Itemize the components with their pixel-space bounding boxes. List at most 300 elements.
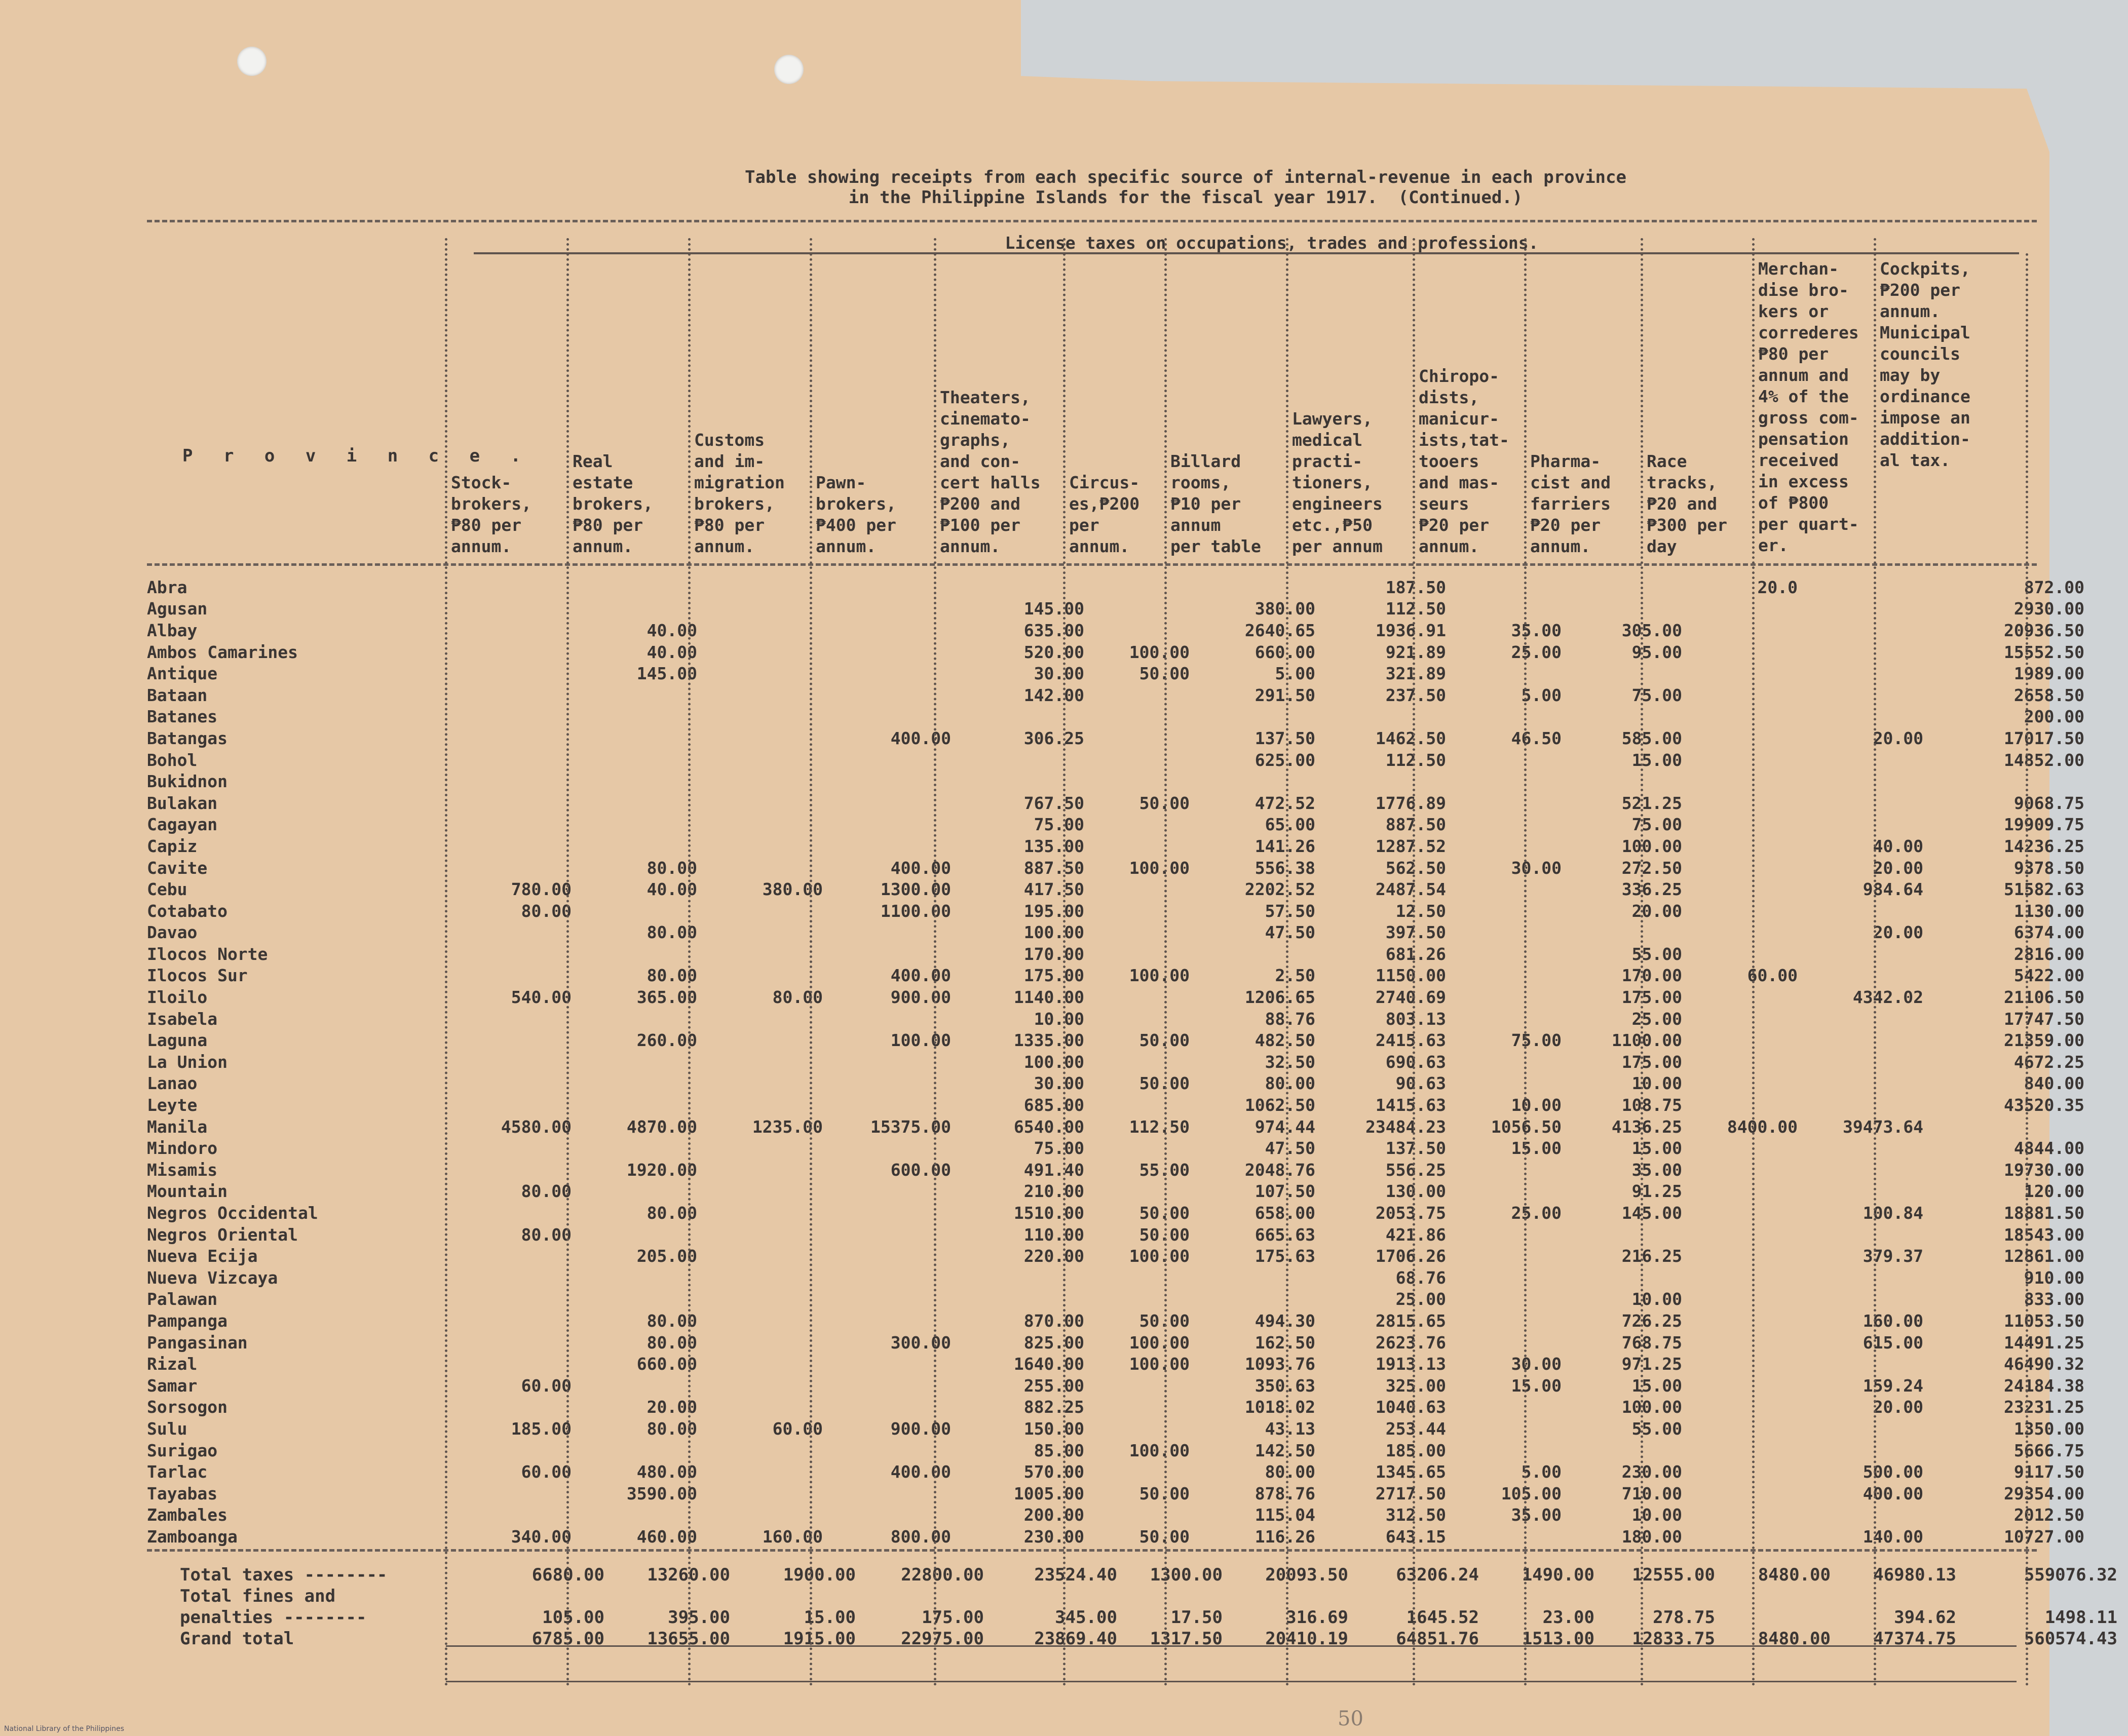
- province-cell: [1088, 1289, 1194, 1310]
- province-cell: [450, 857, 576, 879]
- total-cell: 394.62: [1894, 1607, 1956, 1628]
- province-row: [147, 598, 2088, 620]
- province-cell: [1686, 792, 1802, 814]
- province-cell: 159.24: [1863, 1375, 1923, 1396]
- province-cell: 1335.00: [1013, 1030, 1084, 1051]
- province-cell: [576, 1224, 701, 1246]
- province-label: Leyte: [147, 1095, 198, 1115]
- province-cell: [1686, 835, 1802, 857]
- province-cell: 35.00: [1631, 1160, 1682, 1180]
- province-cell: 51582.63: [2004, 879, 2084, 900]
- province-cell: 15552.50: [2004, 642, 2084, 662]
- province-cell: 562.50: [1385, 858, 1446, 878]
- province-cell: 60.00: [1747, 966, 1798, 986]
- province-cell: [1088, 1461, 1194, 1483]
- province-cell: [450, 598, 576, 620]
- province-cell: 4672.25: [2013, 1052, 2084, 1072]
- province-cell: [450, 1051, 576, 1073]
- province-cell: 971.25: [1621, 1354, 1682, 1374]
- province-cell: 75.00: [1511, 1030, 1562, 1051]
- province-label: Cotabato: [147, 901, 227, 921]
- province-row: [147, 878, 2088, 900]
- province-cell: [701, 922, 827, 944]
- column-separator: [1164, 238, 1167, 1687]
- province-cell: 1776.89: [1375, 793, 1446, 813]
- province-cell: [1686, 1073, 1802, 1095]
- province-cell: [701, 598, 827, 620]
- province-cell: [701, 706, 827, 728]
- province-cell: [1802, 1094, 1927, 1116]
- province-cell: 556.25: [1385, 1160, 1446, 1180]
- province-cell: [701, 576, 827, 598]
- province-label: Iloilo: [147, 987, 208, 1008]
- total-cell: 46980.13: [1873, 1565, 1956, 1585]
- province-cell: 100.00: [1129, 858, 1190, 878]
- province-label: Batanes: [147, 707, 218, 727]
- province-label: Pangasinan: [147, 1332, 248, 1353]
- column-separator: [1524, 238, 1527, 1687]
- province-cell: 482.50: [1255, 1030, 1315, 1051]
- province-cell: [1088, 943, 1194, 965]
- province-cell: [1450, 1289, 1566, 1310]
- province-cell: [1686, 1483, 1802, 1504]
- province-cell: 2415.63: [1375, 1030, 1446, 1051]
- province-cell: 23231.25: [2004, 1397, 2084, 1417]
- province-cell: 100.00: [1129, 1246, 1190, 1266]
- province-cell: [1802, 1418, 1927, 1440]
- province-cell: [576, 1073, 701, 1095]
- province-cell: 75.00: [1034, 1138, 1084, 1159]
- province-cell: 1005.00: [1013, 1483, 1084, 1503]
- province-cell: [576, 576, 701, 598]
- province-cell: 10.00: [1631, 1073, 1682, 1094]
- province-cell: [1686, 1094, 1802, 1116]
- province-cell: [450, 1289, 576, 1310]
- province-cell: [1686, 598, 1802, 620]
- province-row: [147, 1245, 2088, 1267]
- province-cell: 380.00: [1255, 599, 1315, 619]
- province-cell: 175.00: [1023, 966, 1084, 986]
- province-cell: 40.00: [1873, 836, 1923, 856]
- province-cell: 35.00: [1511, 620, 1562, 640]
- province-cell: 24184.38: [2004, 1375, 2084, 1396]
- province-cell: [701, 1029, 827, 1051]
- province-cell: 1913.13: [1375, 1354, 1446, 1374]
- province-cell: 1989.00: [2013, 664, 2084, 684]
- province-cell: [450, 770, 576, 792]
- province-cell: [1802, 641, 1927, 663]
- province-cell: [701, 1181, 827, 1203]
- total-cell: 8480.00: [1758, 1565, 1831, 1585]
- province-cell: [1566, 576, 1686, 598]
- province-cell: 100.00: [1129, 1332, 1190, 1353]
- province-cell: 112.50: [1385, 599, 1446, 619]
- total-cell: 278.75: [1653, 1607, 1715, 1628]
- total-row: [147, 1564, 2121, 1586]
- province-label: Albay: [147, 620, 198, 640]
- province-label: Tayabas: [147, 1483, 218, 1503]
- province-label: Capiz: [147, 836, 198, 856]
- total-cell: 1513.00: [1522, 1629, 1594, 1649]
- province-cell: [1686, 1504, 1802, 1526]
- province-cell: [1927, 1116, 2088, 1138]
- province-label: Pampanga: [147, 1310, 227, 1331]
- province-cell: 100.00: [1129, 1354, 1190, 1374]
- province-cell: 1206.65: [1244, 987, 1315, 1008]
- province-cell: 47.50: [1265, 1138, 1315, 1159]
- province-cell: 800.00: [890, 1526, 951, 1547]
- province-row: [147, 965, 2088, 987]
- province-row: [147, 1181, 2088, 1203]
- province-cell: 5666.75: [2013, 1440, 2084, 1460]
- province-cell: [701, 1375, 827, 1397]
- province-cell: 803.13: [1385, 1009, 1446, 1029]
- province-label: Mountain: [147, 1181, 227, 1202]
- total-cell: 63206.24: [1396, 1565, 1479, 1585]
- province-cell: [450, 1310, 576, 1332]
- province-cell: 2623.76: [1375, 1332, 1446, 1353]
- province-cell: [450, 814, 576, 836]
- province-cell: [450, 727, 576, 749]
- province-cell: [1088, 1008, 1194, 1030]
- province-row: [147, 1483, 2088, 1504]
- province-cell: 50.00: [1139, 1483, 1190, 1503]
- province-cell: [1802, 576, 1927, 598]
- province-cell: 1345.65: [1375, 1462, 1446, 1482]
- province-cell: 4580.00: [501, 1116, 572, 1137]
- province-cell: [955, 576, 1088, 598]
- province-cell: 658.00: [1255, 1203, 1315, 1223]
- province-cell: [1686, 641, 1802, 663]
- province-cell: 665.63: [1255, 1224, 1315, 1245]
- province-cell: 162.50: [1255, 1332, 1315, 1353]
- province-cell: [1450, 770, 1566, 792]
- total-cell: [734, 1586, 860, 1607]
- province-cell: [1686, 1289, 1802, 1310]
- province-label: Samar: [147, 1375, 198, 1396]
- province-cell: 340.00: [511, 1526, 572, 1547]
- province-cell: [701, 1440, 827, 1461]
- province-cell: 145.00: [1621, 1203, 1682, 1223]
- province-cell: [701, 1137, 827, 1159]
- total-cell: 13260.00: [647, 1565, 730, 1585]
- province-cell: [576, 727, 701, 749]
- province-cell: [1686, 1267, 1802, 1289]
- province-cell: [1450, 1245, 1566, 1267]
- total-cell: 15.00: [804, 1607, 856, 1628]
- province-cell: 95.00: [1631, 642, 1682, 662]
- province-cell: 50.00: [1139, 1310, 1190, 1331]
- province-row: [147, 1267, 2088, 1289]
- province-cell: [576, 900, 701, 922]
- province-cell: [1194, 943, 1319, 965]
- province-row: [147, 943, 2088, 965]
- province-cell: 472.52: [1255, 793, 1315, 813]
- province-cell: [1802, 1159, 1927, 1181]
- province-cell: [576, 1504, 701, 1526]
- province-label: Isabela: [147, 1009, 218, 1029]
- province-cell: 9117.50: [2013, 1462, 2084, 1482]
- province-cell: [450, 1440, 576, 1461]
- total-cell: 345.00: [1055, 1607, 1117, 1628]
- total-cell: 12555.00: [1632, 1565, 1715, 1585]
- province-cell: 112.50: [1385, 750, 1446, 770]
- province-cell: 312.50: [1385, 1505, 1446, 1525]
- province-row: [147, 1418, 2088, 1440]
- province-cell: [1566, 770, 1686, 792]
- province-cell: 14491.25: [2004, 1332, 2084, 1353]
- province-cell: 50.00: [1139, 1526, 1190, 1547]
- province-cell: 17017.50: [2004, 728, 2084, 748]
- province-cell: 200.00: [1023, 1505, 1084, 1525]
- province-cell: [450, 965, 576, 987]
- province-cell: [1686, 770, 1802, 792]
- province-label: Negros Occidental: [147, 1203, 318, 1223]
- province-cell: [1566, 663, 1686, 684]
- province-cell: [1802, 1353, 1927, 1375]
- top-dashed-rule: [147, 220, 2037, 222]
- province-cell: 105.00: [1501, 1483, 1562, 1503]
- province-cell: 4342.02: [1852, 987, 1923, 1008]
- province-cell: [450, 1008, 576, 1030]
- punch-hole: [237, 47, 267, 76]
- column-separator: [445, 238, 447, 1687]
- province-cell: 2048.76: [1244, 1160, 1315, 1180]
- province-cell: [576, 1375, 701, 1397]
- province-cell: [1088, 1375, 1194, 1397]
- province-label: Cebu: [147, 879, 187, 900]
- province-cell: 400.00: [890, 858, 951, 878]
- province-cell: [576, 1289, 701, 1310]
- province-cell: [1450, 1267, 1566, 1289]
- province-cell: [576, 1137, 701, 1159]
- total-cell: [1121, 1586, 1227, 1607]
- province-cell: [1686, 727, 1802, 749]
- province-cell: [1450, 598, 1566, 620]
- province-cell: 1130.00: [2013, 901, 2084, 921]
- province-cell: [955, 1267, 1088, 1289]
- total-cell: 64851.76: [1396, 1629, 1479, 1649]
- province-cell: [576, 1051, 701, 1073]
- total-cell: 1645.52: [1406, 1607, 1479, 1628]
- province-cell: 43.13: [1265, 1418, 1315, 1439]
- province-cell: [1802, 1051, 1927, 1073]
- province-cell: 100.84: [1863, 1203, 1923, 1223]
- province-cell: 160.00: [1863, 1310, 1923, 1331]
- province-cell: [1802, 620, 1927, 641]
- province-cell: 882.25: [1023, 1397, 1084, 1417]
- province-cell: [1450, 1051, 1566, 1073]
- province-cell: 5.00: [1275, 664, 1315, 684]
- province-cell: [1450, 1181, 1566, 1203]
- province-cell: [1686, 943, 1802, 965]
- province-header: P r o v i n c e .: [182, 446, 531, 466]
- province-cell: [450, 1397, 576, 1418]
- province-cell: 253.44: [1385, 1418, 1446, 1439]
- province-cell: 185.00: [1385, 1440, 1446, 1460]
- province-cell: 4136.25: [1611, 1116, 1682, 1137]
- province-cell: 135.00: [1023, 836, 1084, 856]
- province-cell: 80.00: [647, 922, 697, 943]
- grand-total-double-rule: [446, 1681, 2017, 1682]
- province-row: [147, 1008, 2088, 1030]
- province-cell: [1802, 943, 1927, 965]
- total-label: Total fines and: [180, 1586, 336, 1606]
- province-cell: [1450, 792, 1566, 814]
- province-cell: 115.04: [1255, 1505, 1315, 1525]
- title-line-1: Table showing receipts from each specific source of internal-revenue in each province: [745, 167, 1626, 187]
- grand-total-rule: [446, 1645, 2017, 1647]
- province-cell: 10.00: [1631, 1289, 1682, 1309]
- province-cell: 187.50: [1385, 577, 1446, 597]
- province-cell: 30.00: [1034, 664, 1084, 684]
- province-cell: [450, 1353, 576, 1375]
- province-cell: [1802, 900, 1927, 922]
- province-cell: 55.00: [1631, 944, 1682, 964]
- province-cell: 230.00: [1023, 1526, 1084, 1547]
- province-cell: 25.00: [1511, 1203, 1562, 1223]
- province-cell: [1802, 598, 1927, 620]
- province-cell: [1450, 1440, 1566, 1461]
- province-cell: 556.38: [1255, 858, 1315, 878]
- province-label: Nueva Ecija: [147, 1246, 258, 1266]
- province-cell: [450, 1267, 576, 1289]
- province-cell: 80.00: [647, 858, 697, 878]
- province-label: Mindoro: [147, 1138, 218, 1159]
- province-label: La Union: [147, 1052, 227, 1072]
- province-cell: 379.37: [1863, 1246, 1923, 1266]
- province-cell: 400.00: [890, 728, 951, 748]
- province-cell: [1802, 770, 1927, 792]
- province-cell: 365.00: [636, 987, 697, 1008]
- province-cell: [1450, 835, 1566, 857]
- province-cell: [701, 900, 827, 922]
- total-cell: 1490.00: [1522, 1565, 1594, 1585]
- province-label: Cavite: [147, 858, 208, 878]
- province-cell: 15.00: [1511, 1375, 1562, 1396]
- province-row: [147, 1461, 2088, 1483]
- province-cell: 635.00: [1023, 620, 1084, 640]
- province-row: [147, 1116, 2088, 1138]
- column-header: Circus- es,₱200 per annum.: [1069, 473, 1140, 556]
- province-label: Bohol: [147, 750, 198, 770]
- province-cell: [1088, 684, 1194, 706]
- province-cell: [1686, 1245, 1802, 1267]
- province-cell: [1450, 943, 1566, 965]
- province-row: [147, 1289, 2088, 1310]
- province-row: [147, 663, 2088, 684]
- province-cell: [576, 1267, 701, 1289]
- province-cell: [450, 1094, 576, 1116]
- province-cell: 260.00: [636, 1030, 697, 1051]
- column-separator: [934, 238, 936, 1687]
- province-cell: [450, 1073, 576, 1095]
- province-cell: 100.00: [1129, 1440, 1190, 1460]
- province-cell: 50.00: [1139, 664, 1190, 684]
- province-cell: [701, 663, 827, 684]
- province-cell: [701, 727, 827, 749]
- total-cell: [609, 1586, 734, 1607]
- province-cell: 11053.50: [2004, 1310, 2084, 1331]
- province-label: Negros Oriental: [147, 1224, 298, 1245]
- total-cell: 20093.50: [1265, 1565, 1348, 1585]
- province-cell: [701, 1461, 827, 1483]
- province-cell: [1566, 1440, 1686, 1461]
- province-cell: 255.00: [1023, 1375, 1084, 1396]
- province-cell: 100.00: [1621, 1397, 1682, 1417]
- province-cell: 88.76: [1265, 1009, 1315, 1029]
- column-header: Stock- brokers, ₱80 per annum.: [451, 473, 531, 556]
- province-cell: 870.00: [1023, 1310, 1084, 1331]
- province-cell: 4844.00: [2013, 1138, 2084, 1159]
- province-cell: [1450, 1073, 1566, 1095]
- province-cell: [1802, 1137, 1927, 1159]
- province-cell: 1100.00: [880, 901, 951, 921]
- column-header: Pawn- brokers, ₱400 per annum.: [816, 473, 896, 556]
- province-cell: [1802, 1029, 1927, 1051]
- province-cell: [1450, 749, 1566, 771]
- province-cell: 30.00: [1034, 1073, 1084, 1094]
- province-cell: [1802, 814, 1927, 836]
- province-cell: 50.00: [1139, 1224, 1190, 1245]
- province-label: Sorsogon: [147, 1397, 227, 1417]
- province-cell: 60.00: [521, 1375, 572, 1396]
- province-cell: [1450, 1332, 1566, 1354]
- province-cell: [576, 770, 701, 792]
- province-cell: [1802, 1289, 1927, 1310]
- province-cell: [1088, 814, 1194, 836]
- total-row: [147, 1607, 2121, 1628]
- province-cell: [701, 1008, 827, 1030]
- province-cell: 15.00: [1631, 750, 1682, 770]
- column-separator: [688, 238, 691, 1687]
- province-cell: 780.00: [511, 879, 572, 900]
- province-cell: [450, 576, 576, 598]
- province-cell: [1088, 900, 1194, 922]
- province-label: Nueva Vizcaya: [147, 1267, 278, 1288]
- province-cell: 921.89: [1385, 642, 1446, 662]
- province-cell: 5422.00: [2013, 966, 2084, 986]
- province-cell: [450, 943, 576, 965]
- province-cell: [701, 1397, 827, 1418]
- province-cell: 336.25: [1621, 879, 1682, 900]
- province-cell: [450, 641, 576, 663]
- province-cell: 150.00: [1023, 1418, 1084, 1439]
- province-cell: 272.50: [1621, 858, 1682, 878]
- province-cell: [450, 1159, 576, 1181]
- province-cell: 520.00: [1023, 642, 1084, 662]
- province-row: [147, 749, 2088, 771]
- province-cell: [576, 1181, 701, 1203]
- province-cell: [1450, 878, 1566, 900]
- province-cell: 1140.00: [1013, 987, 1084, 1008]
- total-label: penalties --------: [180, 1607, 367, 1628]
- column-separator: [2026, 253, 2028, 1687]
- province-cell: [576, 598, 701, 620]
- province-row: [147, 922, 2088, 944]
- province-label: Abra: [147, 577, 187, 597]
- province-cell: 306.25: [1023, 728, 1084, 748]
- province-cell: 1100.00: [1611, 1030, 1682, 1051]
- province-cell: [1686, 1397, 1802, 1418]
- province-cell: 18543.00: [2004, 1224, 2084, 1245]
- column-header: Pharma- cist and farriers ₱20 per annum.: [1530, 451, 1611, 556]
- province-cell: 1287.52: [1375, 836, 1446, 856]
- province-cell: [1088, 706, 1194, 728]
- province-cell: 18881.50: [2004, 1203, 2084, 1223]
- province-cell: 1018.02: [1244, 1397, 1315, 1417]
- province-cell: 570.00: [1023, 1462, 1084, 1482]
